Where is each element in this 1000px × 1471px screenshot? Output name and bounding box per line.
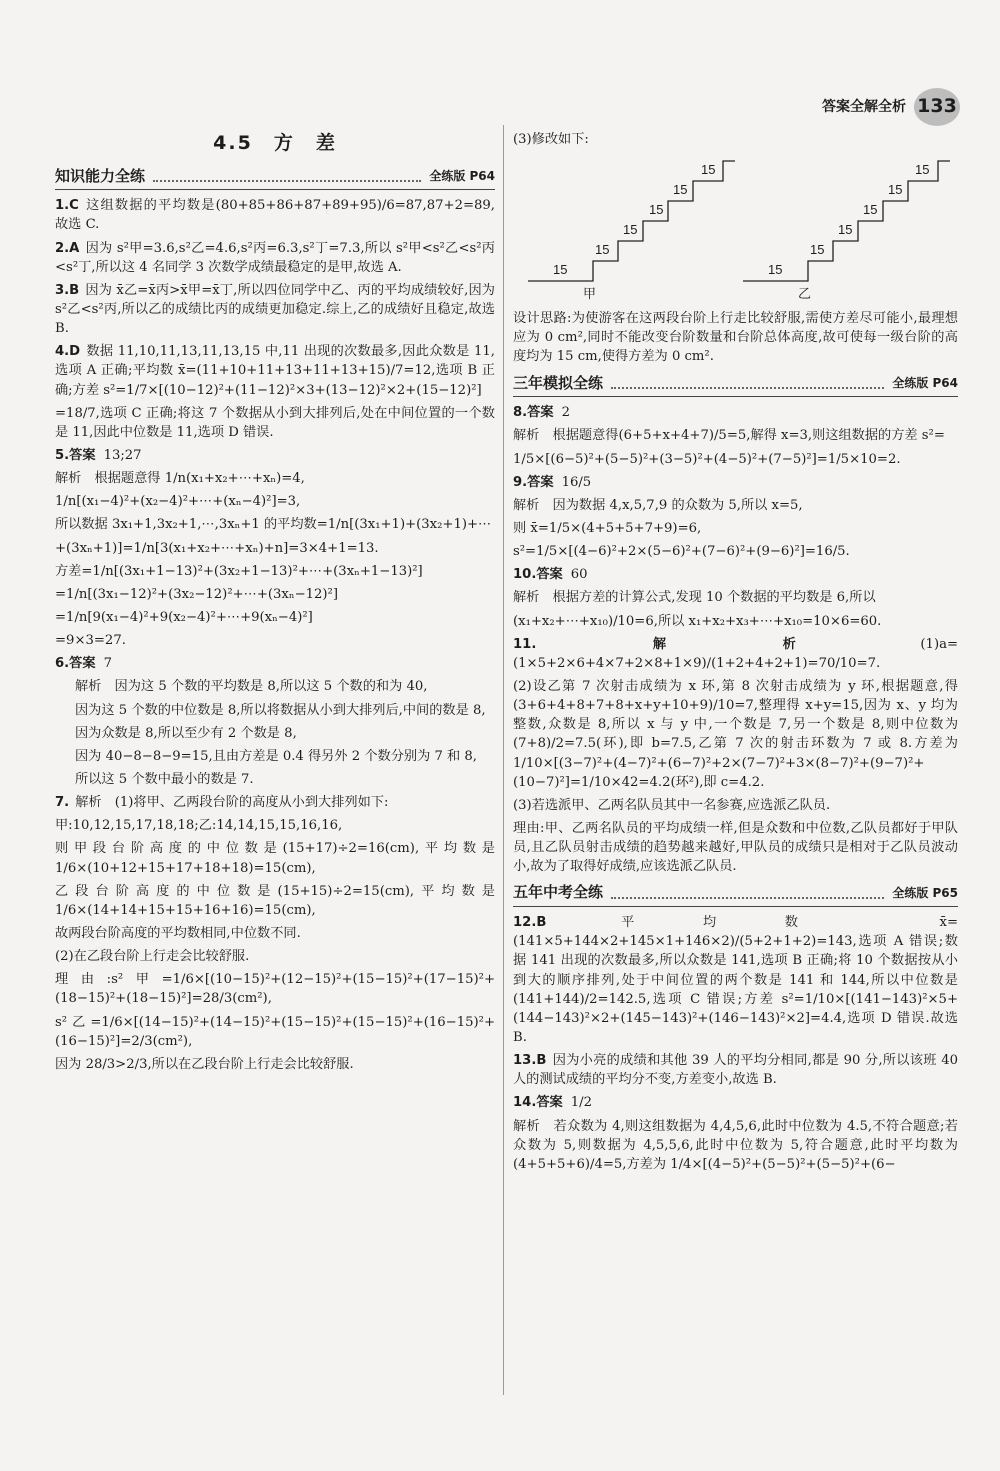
stair-value: 15	[888, 182, 903, 198]
analysis-line: 解析 (1)将甲、乙两段台阶的高度从小到大排列如下:	[75, 795, 389, 811]
stair-value: 15	[768, 262, 783, 278]
section-ref: 全练版 P64	[892, 375, 958, 390]
question-number: 14.答案	[513, 1095, 563, 1111]
stair-value: 15	[863, 202, 878, 218]
section-name: 五年中考全练	[513, 883, 604, 902]
question-number: 4.D	[55, 344, 81, 360]
answer-10	[513, 565, 958, 584]
analysis-line: 方差=1/n[(3x₁+1−13)²+(3x₂+1−13)²+⋯+(3xₙ+1−13)²]	[55, 563, 423, 579]
answer-value: 7	[103, 656, 112, 672]
analysis-line: 则 x̄=1/5×(4+5+5+7+9)=6,	[513, 521, 702, 537]
section-header-1	[55, 166, 495, 191]
answer-11	[513, 635, 958, 673]
answer-text: 因为 x̄乙=x̄丙>x̄甲=x̄丁,所以四位同学中乙、丙的平均成绩较好,因为 s²乙<s²丙,所以乙的成绩比丙的成绩更加稳定.综上,乙的成绩好且稳定,故选 B.	[55, 282, 495, 337]
answer-5-analysis	[55, 469, 495, 650]
stair-value: 15	[649, 202, 664, 218]
stair-value: 15	[701, 162, 716, 178]
analysis-line: 所以数据 3x₁+1,3x₂+1,⋯,3xₙ+1 的平均数=1/n[(3x₁+1)+(3x₂+1)+⋯	[55, 517, 492, 533]
analysis-line: 乙段台阶高度的中位数是(15+15)÷2=15(cm),平均数是 1/6×(14+14+15+15+16+16)=15(cm),	[55, 883, 495, 918]
answer-text: 平均数 x̄=(141×5+144×2+145×1+146×2)/(5+2+1+2)=143,选项 A 错误;数据 141 出现的次数最多,所以众数是 141,选项 B 正确;将 10 个数据按从小到大的顺序排列,处于中间位置的两个数是 141 和 144,所以中位数是(141+144)/2=142.5,选项 C 错误;方差 s²=1/10×[(141−143)²×5+(144−143)²×2+(145−143)²+(146−143)²×2]=4.4,选项 D 错误.故选 B.	[513, 915, 958, 1045]
right-column	[513, 130, 958, 1178]
section-header-3	[513, 882, 958, 907]
analysis-line: 解析 根据题意得 1/n(x₁+x₂+⋯+xₙ)=4,	[55, 471, 305, 487]
analysis-line: 因为这 5 个数的中位数是 8,所以将数据从小到大排列后,中间的数是 8,	[75, 702, 486, 718]
analysis-line: (x₁+x₂+⋯+x₁₀)/10=6,所以 x₁+x₂+x₃+⋯+x₁₀=10×6=60.	[513, 613, 882, 629]
answer-4-cont: =18/7,选项 C 正确;将这 7 个数据从小到大排列后,处在中间位置的一个数是 11,因此中位数是 11,选项 D 错误.	[55, 405, 495, 440]
section-ref: 全练版 P65	[892, 885, 958, 900]
analysis-line: 因为 40−8−8−9=15,且由方差是 0.4 得另外 2 个数分别为 7 和 8,	[75, 748, 477, 764]
question-number: 7.	[55, 795, 70, 811]
answer-value: 13;27	[103, 447, 142, 463]
answer-6	[55, 654, 495, 673]
question-number: 13.B	[513, 1053, 547, 1069]
column-divider	[503, 125, 504, 1395]
stair-value: 15	[673, 182, 688, 198]
analysis-line: 因为 28/3>2/3,所以在乙段台阶上行走会比较舒服.	[55, 1056, 354, 1072]
answer-5	[55, 446, 495, 465]
analysis-line: 甲:10,12,15,17,18,18;乙:14,14,15,15,16,16,	[55, 818, 343, 834]
section-ref: 全练版 P64	[429, 168, 495, 183]
analysis-line: 1/n[(x₁−4)²+(x₂−4)²+⋯+(xₙ−4)²]=3,	[55, 494, 301, 510]
stair-value: 15	[623, 222, 638, 238]
answer-14	[513, 1093, 958, 1112]
stair-value: 15	[915, 162, 930, 178]
question-number: 3.B	[55, 282, 80, 298]
section-header-2	[513, 373, 958, 398]
answer-9	[513, 473, 958, 492]
answer-4	[55, 342, 495, 399]
question-number: 8.答案	[513, 405, 554, 421]
question-number: 1.C	[55, 198, 79, 214]
section-name: 知识能力全练	[55, 166, 146, 185]
question-number: 10.答案	[513, 567, 563, 583]
dotted-leader	[611, 887, 884, 899]
analysis-line: (1)a=(1×5+2×6+4×7+2×8+1×9)/(1+2+4+2+1)=70/10=7.	[513, 636, 958, 671]
answer-1	[55, 196, 495, 234]
design-note: 设计思路:为使游客在这两段台阶上行走比较舒服,需使方差尽可能小,最理想应为 0 cm²,同时不能改变台阶数量和台阶总体高度,故可使每一级台阶的高度均为 15 cm,使得方差为 0 cm².	[513, 311, 958, 365]
answer-value: 2	[561, 405, 570, 421]
answer-text: 数据 11,10,11,13,11,13,15 中,11 出现的次数最多,因此众数是 11,选项 A 正确;平均数 x̄=(11+10+11+13+11+13+15)/7=12,选项 B 正确;方差 s²=1/7×[(10−12)²+(11−12)²×3+(13−12)²×2+(15−12)²]	[55, 344, 495, 398]
stairs-diagram	[513, 153, 958, 303]
analysis-line: s²=1/5×[(4−6)²+2×(5−6)²+(7−6)²+(9−6)²]=16/5.	[513, 544, 850, 560]
stair-value: 15	[595, 242, 610, 258]
question-number: 12.B	[513, 915, 547, 931]
answer-13	[513, 1051, 958, 1089]
stairs-svg	[513, 153, 958, 303]
question-number: 2.A	[55, 240, 80, 256]
analysis-line: (2)设乙第 7 次射击成绩为 x 环,第 8 次射击成绩为 y 环,根据题意,得(3+6+4+8+7+8+x+y+10+9)/10=7,整理得 x+y=15,因为 x、y 均为整数,众数是 8,所以 x 与 y 中,一个数是 7,另一个数是 8,则中位数为(7+8)/2=7.5(环),即 b=7.5,乙第 7 次的射击环数为 7 或 8.方差为 1/10×[(3−7)²+(4−7)²+(6−7)²+2×(7−7)²+3×(8−7)²+(9−7)²+(10−7)²]=1/10×42=4.2(环²),即 c=4.2.	[513, 679, 958, 790]
page-header	[822, 88, 960, 126]
stair-value: 15	[553, 262, 568, 278]
answer-value: 16/5	[561, 474, 592, 490]
answer-7-part3: (3)修改如下:	[513, 132, 589, 147]
answer-2	[55, 239, 495, 277]
answer-text: 因为 s²甲=3.6,s²乙=4.6,s²丙=6.3,s²丁=7.3,所以 s²甲<s²乙<s²丙<s²丁,所以这 4 名同学 3 次数学成绩最稳定的是甲,故选 A.	[55, 240, 495, 275]
answer-value: 1/2	[570, 1095, 592, 1111]
analysis-line: =9×3=27.	[55, 633, 126, 649]
answer-7	[55, 793, 495, 812]
question-number: 5.答案	[55, 447, 96, 463]
answer-3	[55, 281, 495, 338]
analysis-line: 理由:s²甲=1/6×[(10−15)²+(12−15)²+(15−15)²+(17−15)²+(18−15)²+(18−15)²]=28/3(cm²),	[55, 972, 495, 1007]
analysis-line: 所以这 5 个数中最小的数是 7.	[75, 771, 254, 787]
analysis-line: s²乙=1/6×[(14−15)²+(14−15)²+(15−15)²+(15−15)²+(16−15)²+(16−15)²]=2/3(cm²),	[55, 1014, 495, 1049]
analysis-line: 因为众数是 8,所以至少有 2 个数是 8,	[75, 725, 297, 741]
analysis-line: 理由:甲、乙两名队员的平均成绩一样,但是众数和中位数,乙队员都好于甲队员,且乙队员射击成绩的趋势越来越好,甲队员的成绩只是相对于乙队员波动小,故为了取得好成绩,应该选派乙队员.	[513, 820, 958, 875]
left-column	[55, 130, 495, 1078]
header-title: 答案全解全析	[822, 98, 906, 115]
answer-7-analysis	[55, 816, 495, 1074]
stair-label-b: 乙	[798, 286, 812, 302]
analysis-line: +(3xₙ+1)]=1/n[3(x₁+x₂+⋯+xₙ)+n]=3×4+1=13.	[55, 540, 379, 556]
analysis-line: 解析 若众数为 4,则这组数据为 4,4,5,6,此时中位数为 4.5,不符合题意;若众数为 5,则数据为 4,5,5,6,此时中位数为 5,符合题意,此时平均数为(4+5+5+6)/4=5,方差为 1/4×[(4−5)²+(5−5)²+(5−5)²+(6−	[513, 1118, 958, 1172]
analysis-line: 解析 根据方差的计算公式,发现 10 个数据的平均数是 6,所以	[513, 590, 876, 606]
dotted-leader	[611, 377, 884, 389]
question-number: 9.答案	[513, 474, 554, 490]
analysis-line: 故两段台阶高度的平均数相同,中位数不同.	[55, 925, 301, 941]
page-number: 133	[914, 88, 960, 126]
question-number: 6.答案	[55, 656, 96, 672]
answer-text: 因为小亮的成绩和其他 39 人的平均分相同,都是 90 分,所以该班 40 人的测试成绩的平均分不变,方差变小,故选 B.	[513, 1053, 958, 1088]
analysis-line: (2)在乙段台阶上行走会比较舒服.	[55, 949, 250, 965]
stair-label-a: 甲	[583, 286, 597, 302]
stair-value: 15	[810, 242, 825, 258]
answer-8	[513, 403, 958, 422]
answer-6-analysis	[55, 677, 495, 789]
analysis-line: 则甲段台阶高度的中位数是(15+17)÷2=16(cm),平均数是 1/6×(10+12+15+17+18+18)=15(cm),	[55, 841, 495, 876]
answer-12	[513, 913, 958, 1047]
analysis-line: 解析 根据题意得(6+5+x+4+7)/5=5,解得 x=3,则这组数据的方差 s²=	[513, 428, 945, 444]
answer-text: 这组数据的平均数是(80+85+86+87+89+95)/6=87,87+2=89,故选 C.	[55, 198, 495, 233]
analysis-line: (3)若选派甲、乙两名队员其中一名参赛,应选派乙队员.	[513, 797, 831, 813]
analysis-line: 解析 因为这 5 个数的平均数是 8,所以这 5 个数的和为 40,	[75, 679, 428, 695]
stair-value: 15	[838, 222, 853, 238]
analysis-line: 1/5×[(6−5)²+(5−5)²+(3−5)²+(4−5)²+(7−5)²]=1/5×10=2.	[513, 451, 901, 467]
analysis-line: 解析 因为数据 4,x,5,7,9 的众数为 5,所以 x=5,	[513, 497, 803, 513]
question-number: 11.解析	[513, 636, 913, 652]
analysis-line: =1/n[9(x₁−4)²+9(x₂−4)²+⋯+9(xₙ−4)²]	[55, 609, 313, 625]
dotted-leader	[153, 170, 421, 182]
chapter-title: 4.5 方 差	[213, 132, 337, 154]
answer-value: 60	[570, 567, 588, 583]
section-name: 三年模拟全练	[513, 373, 604, 392]
analysis-line: =1/n[(3x₁−12)²+(3x₂−12)²+⋯+(3xₙ−12)²]	[55, 586, 338, 602]
